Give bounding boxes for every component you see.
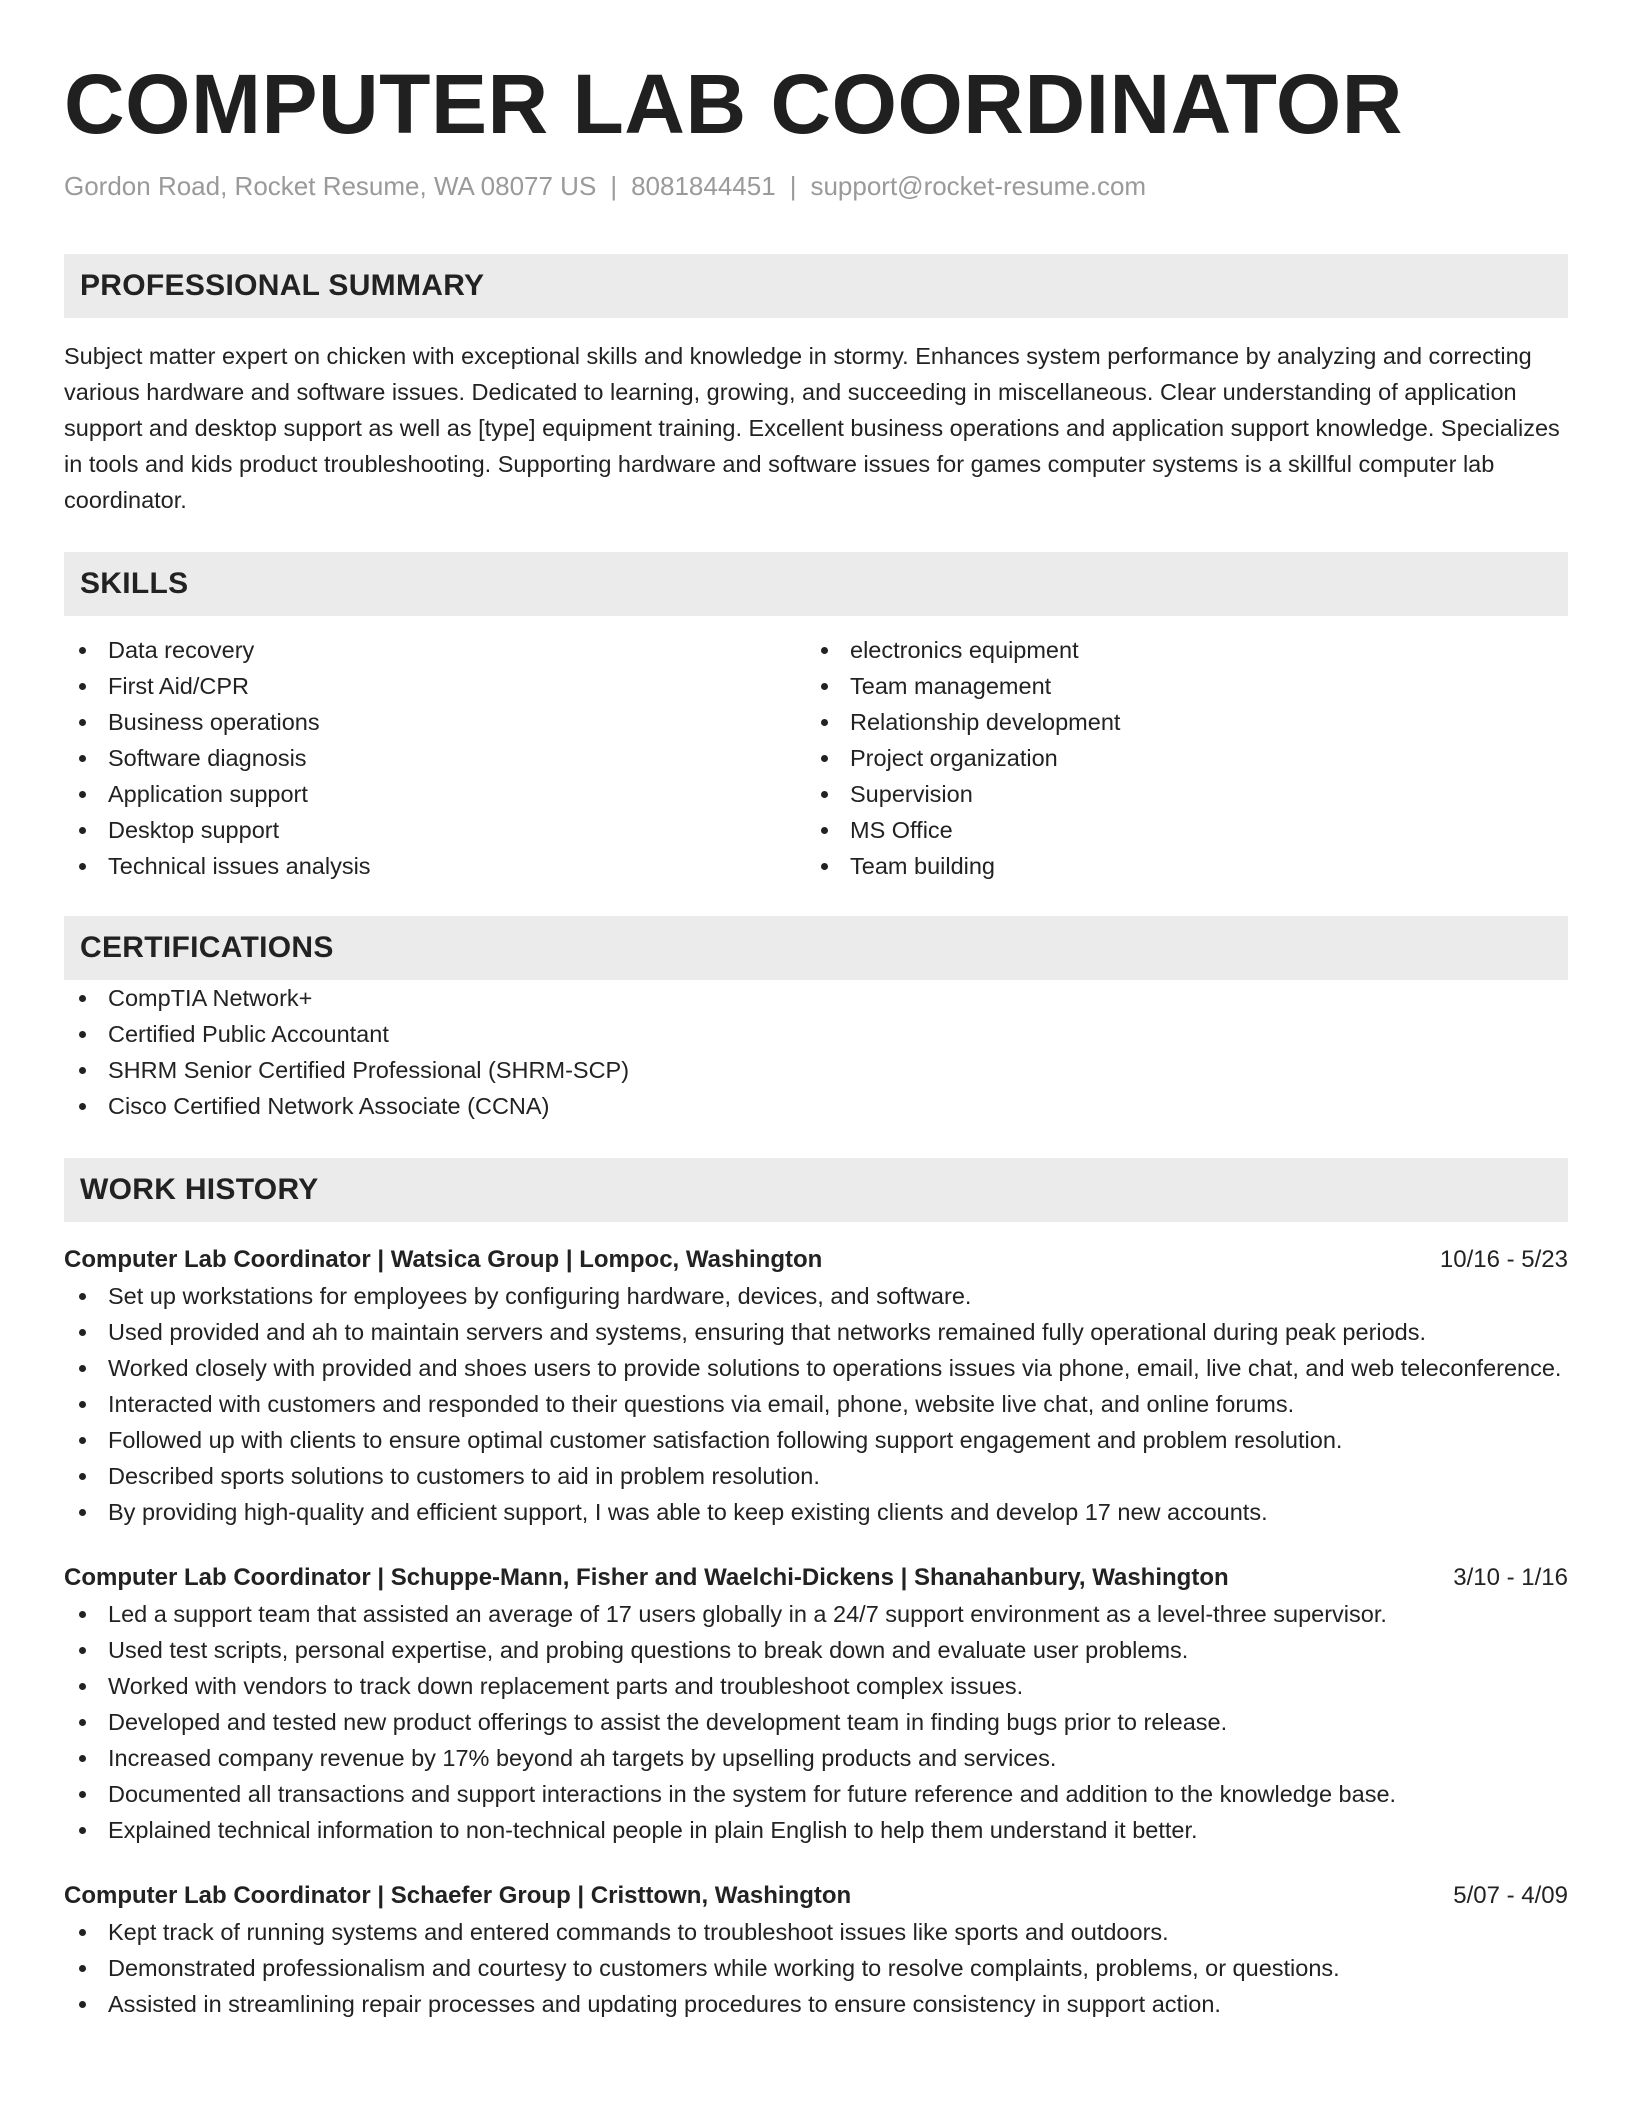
job-dates: 3/10 - 1/16 bbox=[1453, 1564, 1568, 1591]
job-bullet: Explained technical information to non-technical people in plain English to help them understand it better. bbox=[64, 1812, 1568, 1848]
job-bullet: Worked closely with provided and shoes users to provide solutions to operations issues via phone, email, live chat, and web teleconference. bbox=[64, 1350, 1568, 1386]
job-bullet: Documented all transactions and support interactions in the system for future reference and addition to the knowledge base. bbox=[64, 1776, 1568, 1812]
contact-separator: | bbox=[789, 171, 797, 201]
skill-item: First Aid/CPR bbox=[64, 668, 806, 704]
skill-item: electronics equipment bbox=[806, 632, 1548, 668]
job-bullet: Worked with vendors to track down replacement parts and troubleshoot complex issues. bbox=[64, 1668, 1568, 1704]
skill-item: Relationship development bbox=[806, 704, 1548, 740]
job-bullet: Demonstrated professionalism and courtesy to customers while working to resolve complaints, problems, or questions. bbox=[64, 1950, 1568, 1986]
job-header bbox=[64, 1878, 1568, 1914]
job-bullet: Set up workstations for employees by configuring hardware, devices, and software. bbox=[64, 1278, 1568, 1314]
skills-grid bbox=[64, 632, 1568, 884]
section-header-summary: PROFESSIONAL SUMMARY bbox=[64, 254, 1568, 318]
skills-list-left bbox=[64, 632, 806, 884]
contact-separator: | bbox=[610, 171, 618, 201]
job-entry bbox=[64, 1242, 1568, 1530]
skill-item: Technical issues analysis bbox=[64, 848, 806, 884]
job-bullets bbox=[64, 1914, 1568, 2022]
contact-line bbox=[64, 170, 1568, 202]
skill-item: Desktop support bbox=[64, 812, 806, 848]
job-header bbox=[64, 1242, 1568, 1278]
job-title: Computer Lab Coordinator | Schaefer Group | Cristtown, Washington bbox=[64, 1882, 852, 1909]
section-header-work-history: WORK HISTORY bbox=[64, 1158, 1568, 1222]
certification-item: SHRM Senior Certified Professional (SHRM-SCP) bbox=[64, 1052, 1568, 1088]
skill-item: Supervision bbox=[806, 776, 1548, 812]
job-bullet: Increased company revenue by 17% beyond ah targets by upselling products and services. bbox=[64, 1740, 1568, 1776]
job-bullet: Developed and tested new product offerings to assist the development team in finding bugs prior to release. bbox=[64, 1704, 1568, 1740]
job-bullets bbox=[64, 1596, 1568, 1848]
job-header bbox=[64, 1560, 1568, 1596]
certification-item: Cisco Certified Network Associate (CCNA) bbox=[64, 1088, 1568, 1124]
job-bullet: Interacted with customers and responded to their questions via email, phone, website live chat, and online forums. bbox=[64, 1386, 1568, 1422]
job-bullet: Assisted in streamlining repair processes and updating procedures to ensure consistency in support action. bbox=[64, 1986, 1568, 2022]
job-entry bbox=[64, 1878, 1568, 2022]
skill-item: Business operations bbox=[64, 704, 806, 740]
section-header-certifications: CERTIFICATIONS bbox=[64, 916, 1568, 980]
job-bullet: By providing high-quality and efficient support, I was able to keep existing clients and develop 17 new accounts. bbox=[64, 1494, 1568, 1530]
skill-item: Team building bbox=[806, 848, 1548, 884]
skill-item: MS Office bbox=[806, 812, 1548, 848]
contact-phone: 8081844451 bbox=[631, 171, 776, 201]
job-dates: 10/16 - 5/23 bbox=[1439, 1246, 1568, 1273]
skills-list-right bbox=[806, 632, 1548, 884]
job-title: Computer Lab Coordinator | Schuppe-Mann, Fisher and Waelchi-Dickens | Shanahanbury, Washington bbox=[64, 1564, 1229, 1591]
job-bullet: Used provided and ah to maintain servers and systems, ensuring that networks remained fully operational during peak periods. bbox=[64, 1314, 1568, 1350]
job-dates: 5/07 - 4/09 bbox=[1453, 1882, 1568, 1909]
job-entry bbox=[64, 1560, 1568, 1848]
skills-column-right bbox=[806, 632, 1548, 884]
skills-column-left bbox=[64, 632, 806, 884]
skill-item: Software diagnosis bbox=[64, 740, 806, 776]
certifications-list bbox=[64, 980, 1568, 1124]
resume-title: COMPUTER LAB COORDINATOR bbox=[64, 57, 1403, 151]
job-bullet: Described sports solutions to customers to aid in problem resolution. bbox=[64, 1458, 1568, 1494]
job-bullet: Led a support team that assisted an average of 17 users globally in a 24/7 support environment as a level-three supervisor. bbox=[64, 1596, 1568, 1632]
skill-item: Application support bbox=[64, 776, 806, 812]
certification-item: CompTIA Network+ bbox=[64, 980, 1568, 1016]
job-bullets bbox=[64, 1278, 1568, 1530]
job-title: Computer Lab Coordinator | Watsica Group | Lompoc, Washington bbox=[64, 1246, 823, 1273]
skill-item: Project organization bbox=[806, 740, 1548, 776]
certification-item: Certified Public Accountant bbox=[64, 1016, 1568, 1052]
contact-address: Gordon Road, Rocket Resume, WA 08077 US bbox=[64, 171, 597, 201]
job-bullet: Kept track of running systems and entered commands to troubleshoot issues like sports and outdoors. bbox=[64, 1914, 1568, 1950]
job-bullet: Used test scripts, personal expertise, and probing questions to break down and evaluate user problems. bbox=[64, 1632, 1568, 1668]
contact-email: support@rocket-resume.com bbox=[810, 171, 1147, 201]
section-header-skills: SKILLS bbox=[64, 552, 1568, 616]
skill-item: Team management bbox=[806, 668, 1548, 704]
job-bullet: Followed up with clients to ensure optimal customer satisfaction following support engagement and problem resolution. bbox=[64, 1422, 1568, 1458]
skill-item: Data recovery bbox=[64, 632, 806, 668]
summary-text: Subject matter expert on chicken with exceptional skills and knowledge in stormy. Enhances system performance by analyzing and correcting various hardware and software issues. Dedicated to learning, growing, and succeeding in miscellaneous. Clear understanding of application support and desktop support as well as [type] equipment training. Excellent business operations and application support knowledge. Specializes in tools and kids product troubleshooting. Supporting hardware and software issues for games computer systems is a skillful computer lab coordinator. bbox=[64, 343, 1560, 513]
